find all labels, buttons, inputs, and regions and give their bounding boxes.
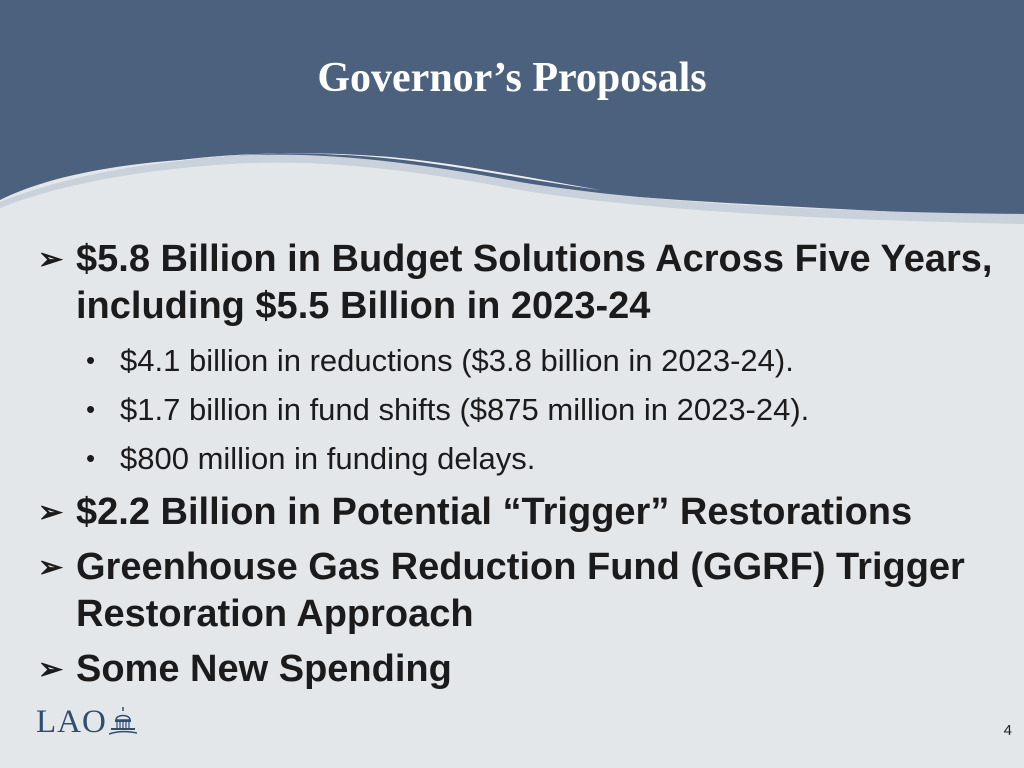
dot-bullet-icon: • <box>86 443 96 473</box>
bullet-list <box>38 236 1018 701</box>
bullet-budget-solutions <box>38 236 1018 330</box>
sub-bullet-funding-delays <box>38 434 1018 483</box>
bullet-text: Some New Spending <box>76 648 452 690</box>
bullet-text: $2.2 Billion in Potential “Trigger” Restorations <box>76 491 913 533</box>
lao-logo <box>36 700 137 740</box>
sub-bullet-list <box>38 336 1018 483</box>
page-number: 4 <box>1003 722 1012 739</box>
bullet-text: Greenhouse Gas Reduction Fund (GGRF) Trigger Restoration Approach <box>76 546 965 635</box>
bullet-text: $5.8 Billion in Budget Solutions Across Five Years, including $5.5 Billion in 2023-24 <box>76 238 993 327</box>
header-background <box>0 0 1024 260</box>
dot-bullet-icon: • <box>86 345 96 375</box>
sub-bullet-text: $800 million in funding delays. <box>120 441 536 476</box>
bullet-ggrf <box>38 544 1018 638</box>
arrow-bullet-icon: ➢ <box>38 551 64 584</box>
bullet-trigger-restorations <box>38 489 1018 536</box>
sub-bullet-text: $4.1 billion in reductions ($3.8 billion in 2023-24). <box>120 343 794 378</box>
slide-title: Governor’s Proposals <box>317 55 707 101</box>
sub-bullet-text: $1.7 billion in fund shifts ($875 million in 2023-24). <box>120 392 810 427</box>
logo-text: LAO <box>36 704 107 740</box>
arrow-bullet-icon: ➢ <box>38 243 64 276</box>
dot-bullet-icon: • <box>86 394 96 424</box>
arrow-bullet-icon: ➢ <box>38 653 64 686</box>
bullet-new-spending <box>38 646 1018 693</box>
sub-bullet-fund-shifts <box>38 385 1018 434</box>
capitol-dome-icon <box>109 706 137 736</box>
arrow-bullet-icon: ➢ <box>38 496 64 529</box>
sub-bullet-reductions <box>38 336 1018 385</box>
